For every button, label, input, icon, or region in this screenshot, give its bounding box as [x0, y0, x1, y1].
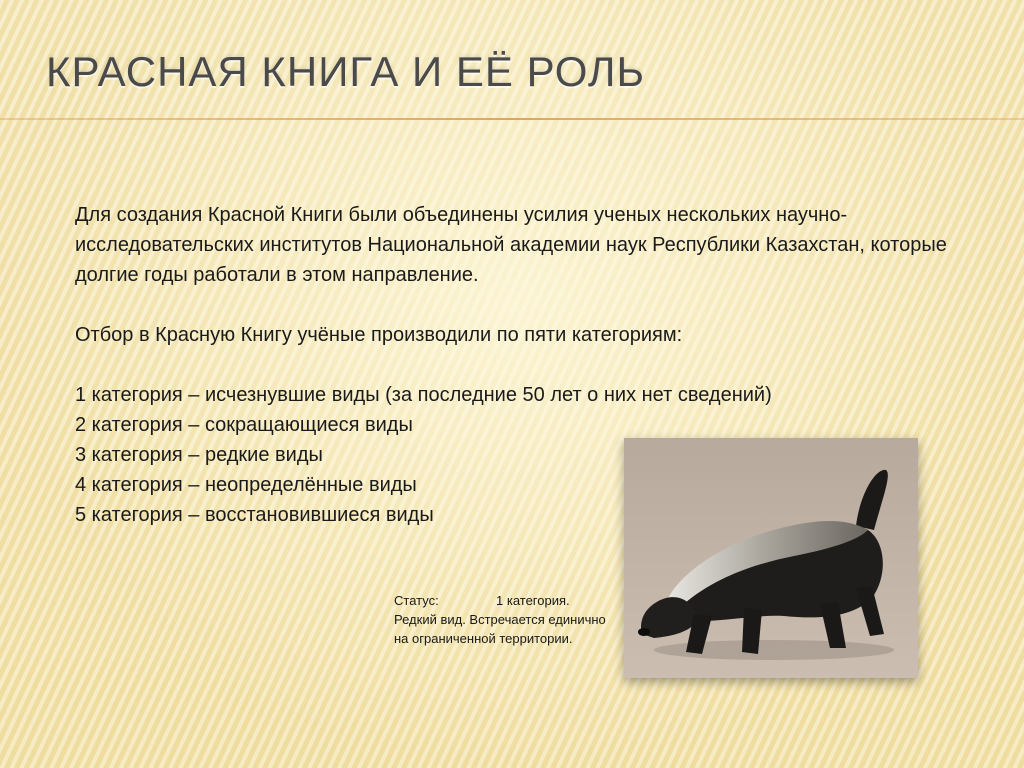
- status-label: Статус:: [394, 593, 439, 608]
- slide-title: КРАСНАЯ КНИГА И ЕЁ РОЛЬ: [46, 48, 646, 95]
- status-row: [394, 591, 614, 610]
- category-item-2: 2 категория – сокращающиеся виды: [75, 414, 413, 436]
- category-item-3: 3 категория – редкие виды: [75, 444, 323, 466]
- intro-paragraph: Для создания Красной Книги были объединены усилия ученых нескольких научно-исследовательских институтов Национальной академии наук Республики Казахстан, которые долгие годы работали в этом направление.: [75, 204, 947, 286]
- category-item-1: 1 категория – исчезнувшие виды (за последние 50 лет о них нет сведений): [75, 384, 772, 406]
- photo-caption: [394, 591, 614, 648]
- selection-paragraph: Отбор в Красную Книгу учёные производили по пяти категориям:: [75, 324, 683, 346]
- spacer: [75, 290, 975, 320]
- category-item-4: 4 категория – неопределённые виды: [75, 474, 417, 496]
- honey-badger-illustration: [624, 438, 918, 678]
- honey-badger-photo: [624, 438, 918, 678]
- status-value: 1 категория.: [496, 593, 570, 608]
- category-item-5: 5 категория – восстановившиеся виды: [75, 504, 434, 526]
- caption-text: Редкий вид. Встречается единично на ограниченной территории.: [394, 612, 606, 646]
- title-divider: [0, 118, 1024, 120]
- spacer: [75, 350, 975, 380]
